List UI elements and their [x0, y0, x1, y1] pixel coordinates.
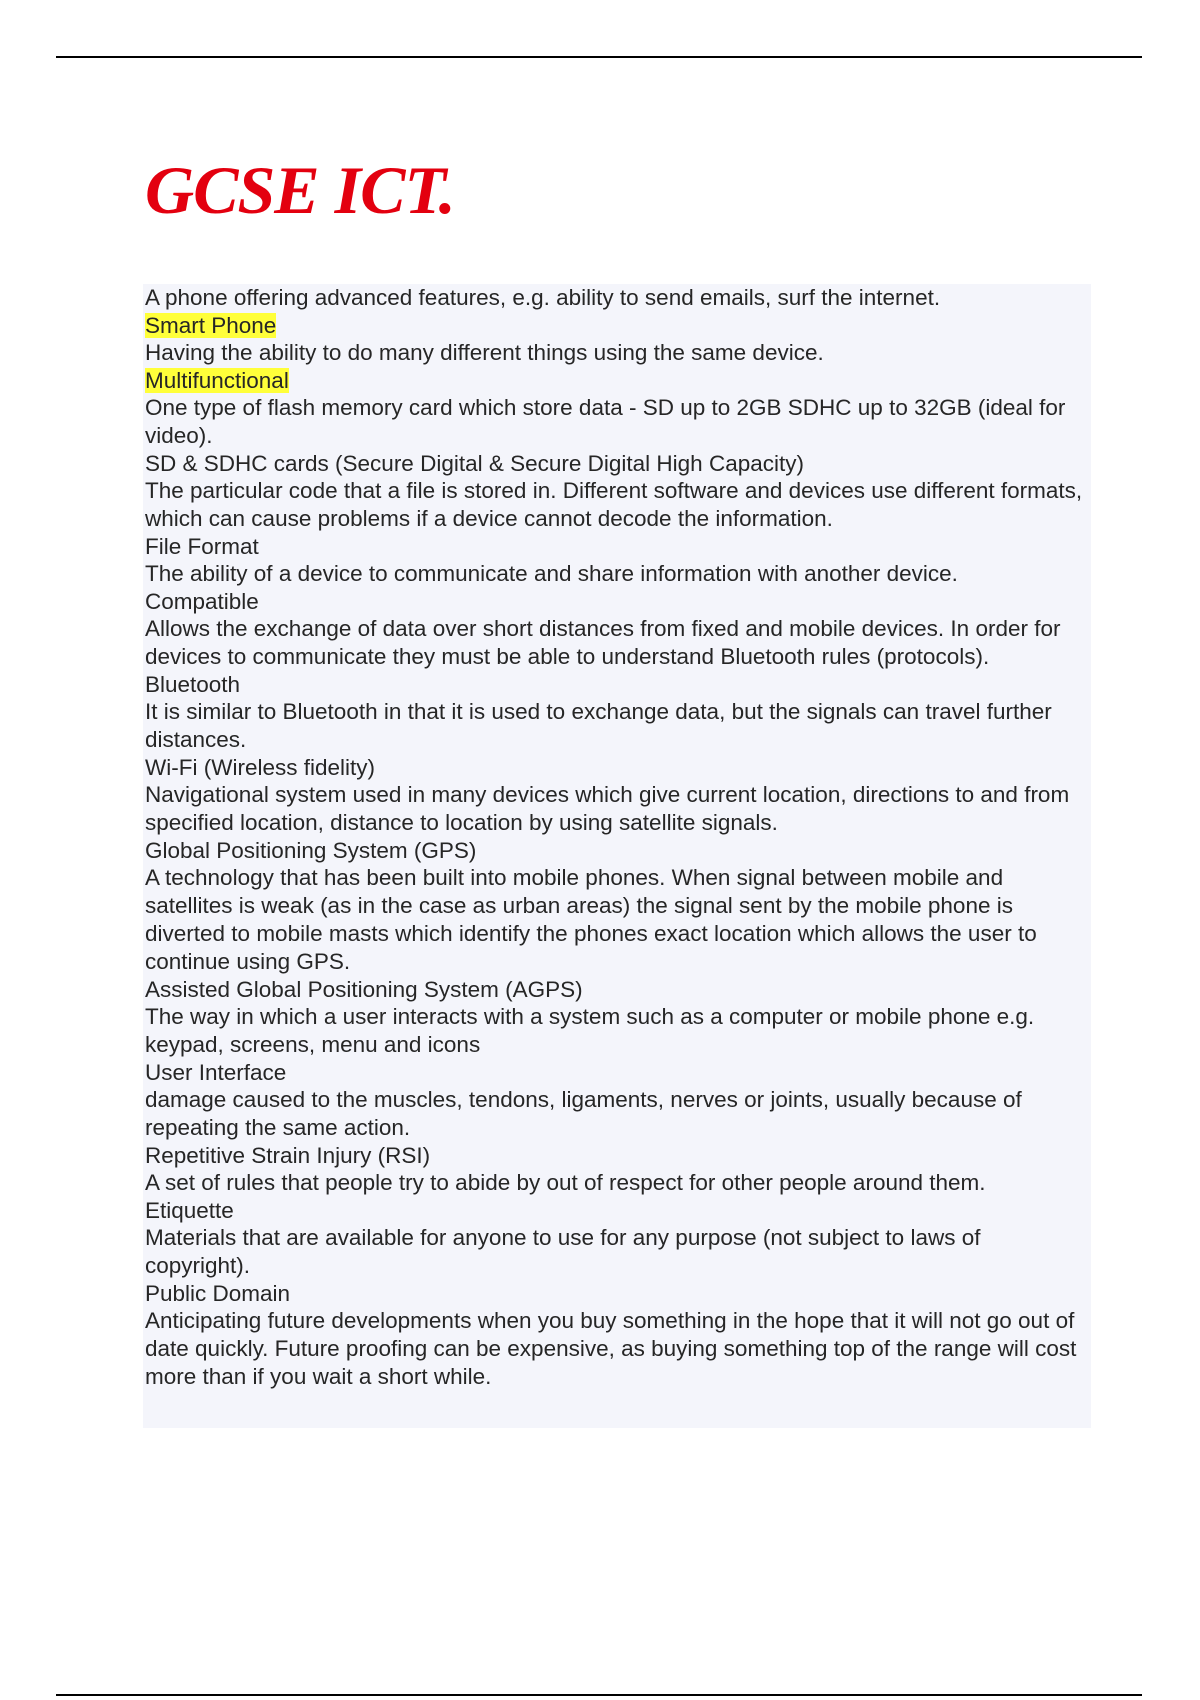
term-text: Global Positioning System (GPS): [145, 838, 477, 863]
bottom-rule: [56, 1694, 1142, 1696]
flashcard-entry: [145, 1307, 1087, 1391]
term-text: Etiquette: [145, 1198, 234, 1223]
term-line: [145, 1280, 1087, 1307]
definition-text: The ability of a device to communicate and share information with another device.: [145, 561, 958, 586]
flashcard-list: [143, 284, 1091, 1428]
flashcard-entry: [145, 864, 1087, 1003]
term-line: [145, 671, 1087, 698]
highlighted-term: Smart Phone: [145, 313, 277, 338]
flashcard-entry: [145, 781, 1087, 864]
flashcard-entry: [145, 1003, 1087, 1086]
flashcard-entry: [145, 1086, 1087, 1169]
definition-text: Having the ability to do many different things using the same device.: [145, 340, 824, 365]
flashcard-entry: [145, 698, 1087, 781]
definition-text: One type of flash memory card which store data - SD up to 2GB SDHC up to 32GB (ideal for video).: [145, 395, 1066, 448]
definition-text: The way in which a user interacts with a system such as a computer or mobile phone e.g. keypad, screens, menu and icons: [145, 1004, 1035, 1057]
flashcard-entry: [145, 394, 1087, 477]
definition-text: A phone offering advanced features, e.g. ability to send emails, surf the internet.: [145, 285, 941, 310]
flashcard-entry: [145, 477, 1087, 560]
term-line: [145, 1142, 1087, 1169]
term-text: File Format: [145, 534, 259, 559]
definition-text: A technology that has been built into mobile phones. When signal between mobile and satellites is weak (as in the case as urban areas) the signal sent by the mobile phone is diverted to mobile masts which identify the phones exact location which allows the user to continue using GPS.: [145, 865, 1037, 974]
document-title: GCSE ICT.: [145, 152, 455, 228]
term-text: Wi-Fi (Wireless fidelity): [145, 755, 375, 780]
definition-text: Materials that are available for anyone to use for any purpose (not subject to laws of copyright).: [145, 1225, 981, 1278]
term-line: [145, 754, 1087, 781]
definition-text: A set of rules that people try to abide by out of respect for other people around them.: [145, 1170, 986, 1195]
flashcard-entry: [145, 339, 1087, 394]
term-line: [145, 533, 1087, 560]
term-text: Assisted Global Positioning System (AGPS): [145, 977, 583, 1002]
top-rule: [56, 56, 1142, 58]
term-text: Repetitive Strain Injury (RSI): [145, 1143, 431, 1168]
term-line: [145, 1059, 1087, 1086]
term-line: [145, 837, 1087, 864]
term-line: [145, 450, 1087, 477]
flashcard-entry: [145, 615, 1087, 698]
flashcard-entry: [145, 1169, 1087, 1224]
definition-text: Navigational system used in many devices which give current location, directions to and from specified location, distance to location by using satellite signals.: [145, 782, 1070, 835]
definition-text: damage caused to the muscles, tendons, ligaments, nerves or joints, usually because of repeating the same action.: [145, 1087, 1022, 1140]
term-line: [145, 588, 1087, 615]
flashcard-entry: [145, 560, 1087, 615]
term-text: Compatible: [145, 589, 259, 614]
definition-text: The particular code that a file is stored in. Different software and devices use different formats, which can cause problems if a device cannot decode the information.: [145, 478, 1083, 531]
definition-text: Allows the exchange of data over short distances from fixed and mobile devices. In order for devices to communicate they must be able to understand Bluetooth rules (protocols).: [145, 616, 1061, 669]
term-text: Bluetooth: [145, 672, 241, 697]
term-line: [145, 976, 1087, 1003]
highlighted-term: Multifunctional: [145, 368, 289, 393]
term-text: Public Domain: [145, 1281, 291, 1306]
definition-text: It is similar to Bluetooth in that it is used to exchange data, but the signals can travel further distances.: [145, 699, 1052, 752]
term-line: [145, 367, 1087, 394]
term-line: [145, 1197, 1087, 1224]
definition-text: Anticipating future developments when you buy something in the hope that it will not go out of date quickly. Future proofing can be expensive, as buying something top of the range will cost more than if you wait a short while.: [145, 1308, 1077, 1389]
term-line: [145, 312, 1087, 339]
term-text: SD & SDHC cards (Secure Digital & Secure Digital High Capacity): [145, 451, 804, 476]
flashcard-entry: [145, 284, 1087, 339]
flashcard-entry: [145, 1224, 1087, 1307]
term-text: User Interface: [145, 1060, 287, 1085]
